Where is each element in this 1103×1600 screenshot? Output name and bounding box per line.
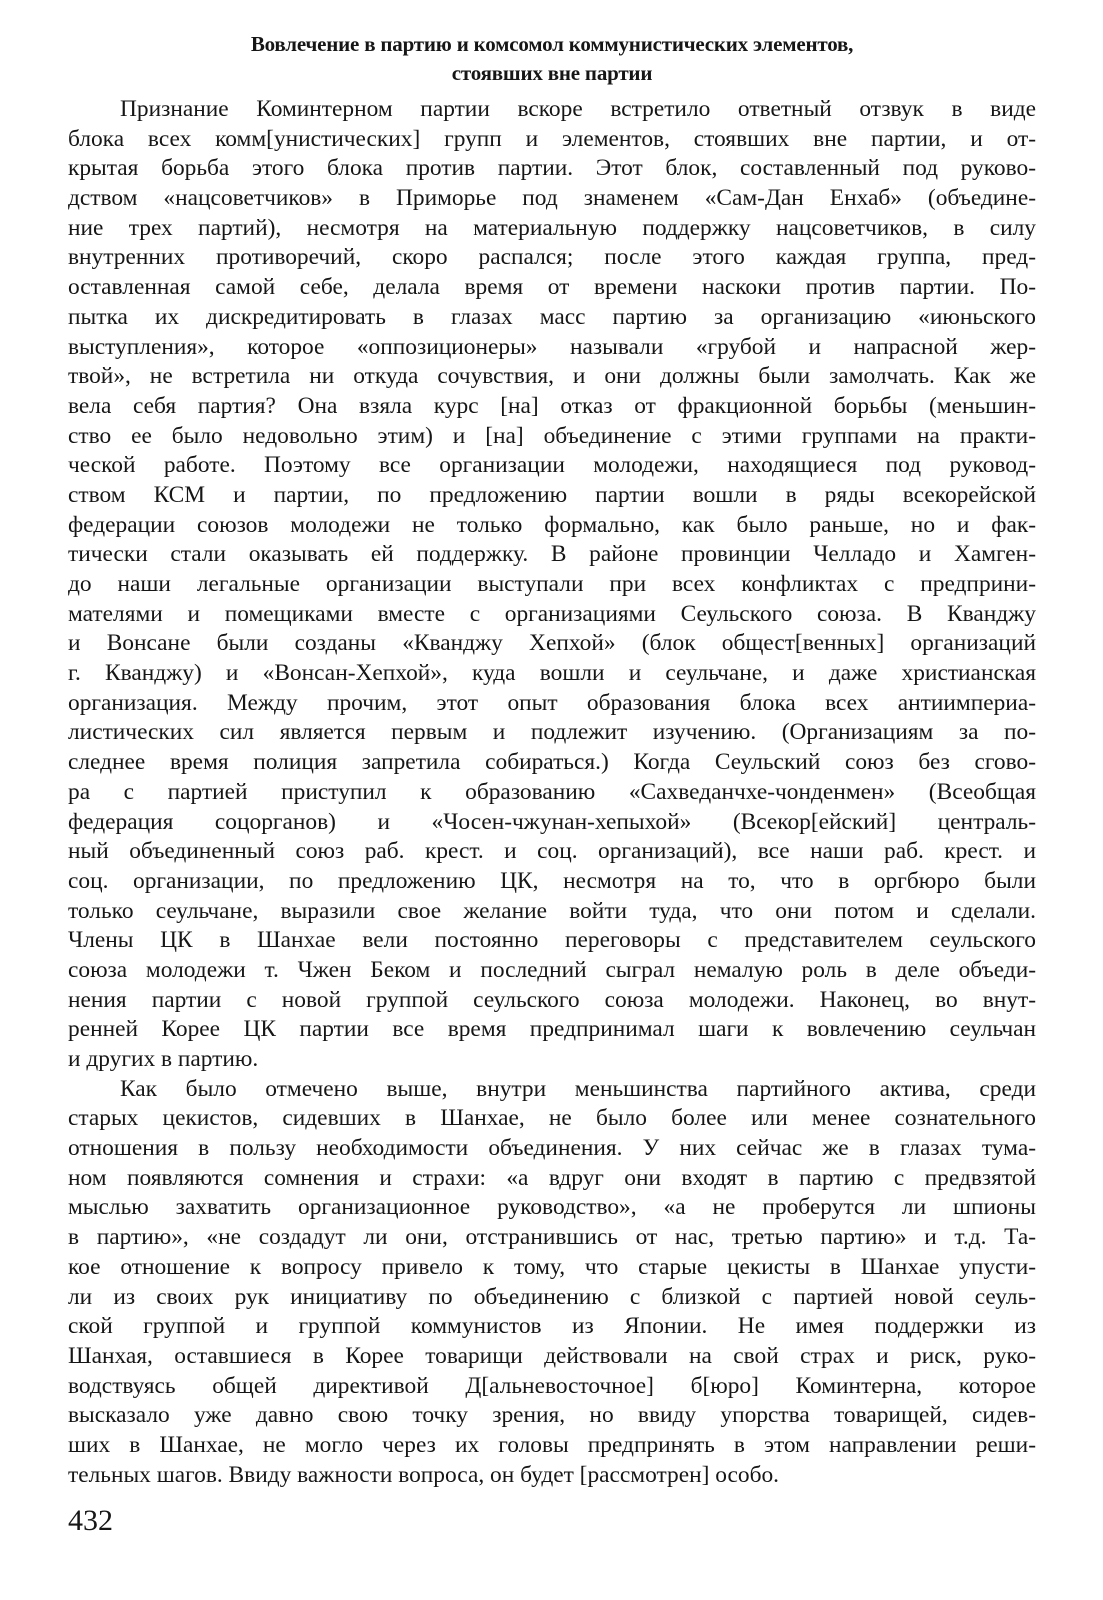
text-line: и других в партию.: [68, 1046, 259, 1072]
text-line: союза молодежи т. Чжен Беком и последний сыграл немалую роль в деле объеди-: [68, 956, 1036, 983]
text-line: ской группой и группой коммунистов из Японии. Не имея поддержки из: [68, 1313, 1036, 1340]
text-line: ном появляются сомнения и страхи: «а вдруг они входят в партию с предвзятой: [68, 1164, 1036, 1191]
text-line: кое отношение к вопросу привело к тому, что старые цекисты в Шанхае упусти-: [68, 1253, 1036, 1280]
text-line: отношения в пользу необходимости объединения. У них сейчас же в глазах тума-: [68, 1135, 1036, 1162]
text-line: Шанхая, оставшиеся в Корее товарищи действовали на свой страх и риск, руко-: [68, 1342, 1036, 1369]
text-line: тически стали оказывать ей поддержку. В районе провинции Челладо и Хамген-: [68, 541, 1036, 568]
text-line: Признание Коминтерном партии вскоре встретило ответный отзвук в виде: [120, 96, 1036, 122]
section-heading-line-1: Вовлечение в партию и комсомол коммунистических элементов,: [250, 32, 854, 56]
text-line: ших в Шанхае, не могло через их головы предпринять в этом направлении реши-: [68, 1431, 1036, 1458]
text-line: ли из своих рук инициативу по объединению с близкой с партией новой сеуль-: [68, 1283, 1036, 1310]
text-line: блока всех комм[унистических] групп и элементов, стоявших вне партии, и от-: [68, 125, 1036, 152]
text-line: ством КСМ и партии, по предложению партии вошли в ряды всекорейской: [68, 481, 1036, 508]
text-line: организация. Между прочим, этот опыт образования блока всех антиимпериа-: [68, 689, 1036, 716]
text-line: мыслью захватить организационное руководство», «а не проберутся ли шпионы: [68, 1194, 1036, 1221]
text-line: оставленная самой себе, делала время от времени наскоки против партии. По-: [68, 274, 1036, 301]
text-line: ние трех партий), несмотря на материальную поддержку нацсоветчиков, в силу: [68, 214, 1036, 241]
text-line: листических сил является первым и подлежит изучению. (Организациям за по-: [68, 719, 1036, 746]
text-line: ра с партией приступил к образованию «Сахведанчхе-чонденмен» (Всеобщая: [68, 778, 1036, 805]
text-line: мателями и помещиками вместе с организациями Сеульского союза. В Кванджу: [68, 600, 1036, 627]
text-line: пытка их дискредитировать в глазах масс партию за организацию «июньского: [68, 303, 1036, 330]
text-line: выступления», которое «оппозиционеры» называли «грубой и напрасной жер-: [68, 333, 1036, 360]
paragraph-2: [68, 1075, 1036, 1491]
text-line: ренней Корее ЦК партии все время предпринимал шаги к вовлечению сеульчан: [68, 1016, 1036, 1043]
section-heading: [68, 30, 1036, 88]
text-line: Члены ЦК в Шанхае вели постоянно переговоры с представителем сеульского: [68, 927, 1036, 954]
text-line: вела себя партия? Она взяла курс [на] отказ от фракционной борьбы (меньшин-: [68, 392, 1036, 419]
text-line: старых цекистов, сидевших в Шанхае, не было более или менее сознательного: [68, 1105, 1036, 1132]
text-line: внутренних противоречий, скоро распался; после этого каждая группа, пред-: [68, 244, 1036, 271]
text-line: ство ее было недовольно этим) и [на] объединение с этими группами на практи-: [68, 422, 1036, 449]
text-line: г. Кванджу) и «Вонсан-Хепхой», куда вошли и сеульчане, и даже христианская: [68, 660, 1036, 687]
text-line: дством «нацсоветчиков» в Приморье под знаменем «Сам-Дан Енхаб» (объедине-: [68, 185, 1036, 212]
paragraph-1: [68, 95, 1036, 1075]
text-line: в партию», «не создадут ли они, отстранившись от нас, третью партию» и т.д. Та-: [68, 1224, 1036, 1251]
text-line: федерация соцорганов) и «Чосен-чжунан-хепыхой» (Всекор[ейский] централь-: [68, 808, 1036, 835]
text-line: федерации союзов молодежи не только формально, как было раньше, но и фак-: [68, 511, 1036, 538]
body-text: [68, 95, 1036, 1490]
page-number: 432: [68, 1504, 113, 1537]
text-line: крытая борьба этого блока против партии. Этот блок, составленный под руково-: [68, 155, 1036, 182]
text-line: и Вонсане были созданы «Кванджу Хепхой» (блок общест[венных] организаций: [68, 630, 1036, 657]
text-line: высказало уже давно свою точку зрения, но ввиду упорства товарищей, сидев-: [68, 1402, 1036, 1429]
text-line: до наши легальные организации выступали при всех конфликтах с предприни-: [68, 571, 1036, 597]
text-line: ческой работе. Поэтому все организации молодежи, находящиеся под руковод-: [68, 452, 1036, 479]
document-page: [68, 30, 1036, 1580]
text-line: твой», не встретила ни откуда сочувствия, и они должны были замолчать. Как же: [68, 363, 1036, 390]
text-line: соц. организации, по предложению ЦК, несмотря на то, что в оргбюро были: [68, 867, 1036, 894]
section-heading-line-2: стоявших вне партии: [451, 61, 653, 85]
text-line: следнее время полиция запретила собираться.) Когда Сеульский союз без сгово-: [68, 749, 1036, 776]
text-line: тельных шагов. Ввиду важности вопроса, он будет [рассмотрен] особо.: [68, 1461, 780, 1488]
text-line: водствуясь общей директивой Д[альневосточное] б[юро] Коминтерна, которое: [68, 1372, 1036, 1399]
text-line: ный объединенный союз раб. крест. и соц. организаций), все наши раб. крест. и: [68, 838, 1036, 865]
text-line: Как было отмечено выше, внутри меньшинства партийного актива, среди: [120, 1075, 1036, 1102]
text-line: нения партии с новой группой сеульского союза молодежи. Наконец, во внут-: [68, 986, 1036, 1013]
text-line: только сеульчане, выразили свое желание войти туда, что они потом и сделали.: [68, 897, 1036, 924]
